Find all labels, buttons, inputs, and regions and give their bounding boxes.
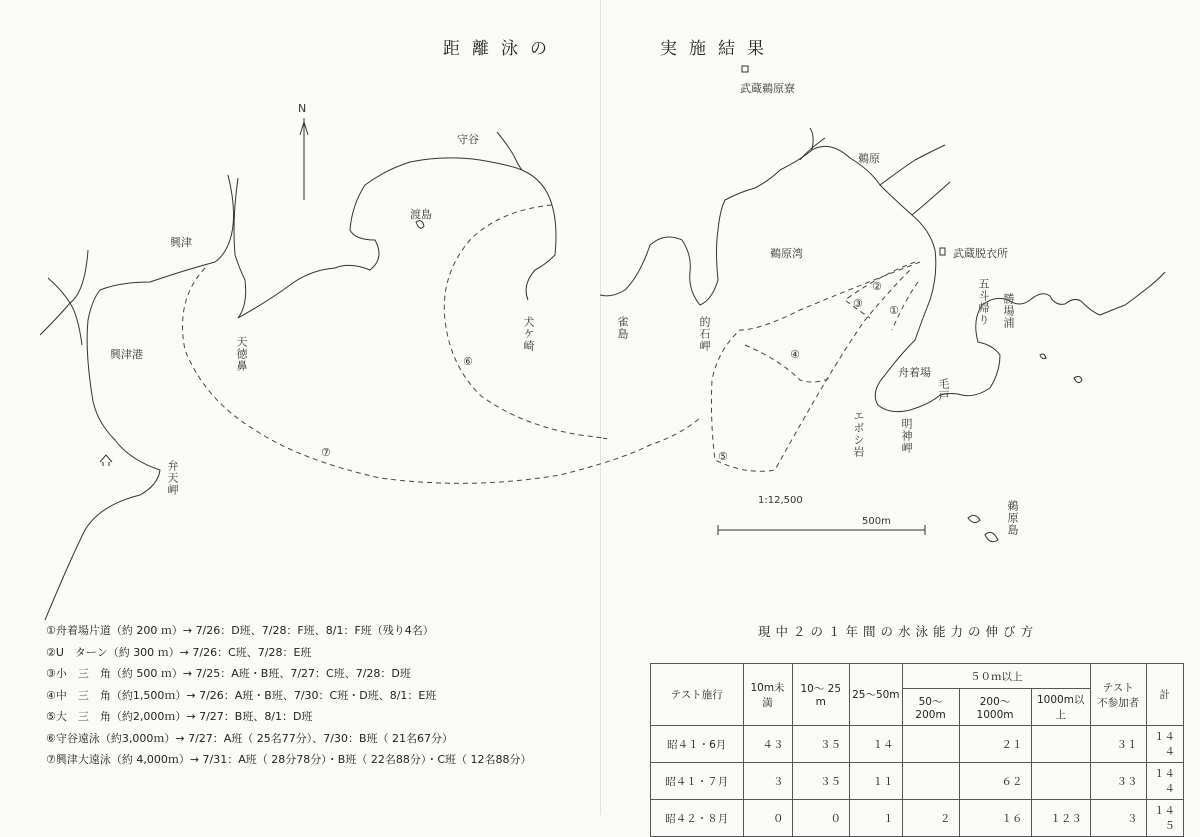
place-myojinmisaki: 明神岬 bbox=[900, 418, 913, 454]
course-legend bbox=[46, 620, 606, 771]
course-marker-6: ⑥ bbox=[463, 355, 473, 368]
table-title: 現中２の１年間の水泳能力の伸び方 bbox=[758, 624, 1039, 639]
coastline-okitsu bbox=[234, 158, 556, 318]
course-marker-1: ① bbox=[889, 304, 899, 317]
header-total: 計 bbox=[1146, 664, 1184, 726]
course-5 bbox=[711, 262, 920, 471]
header-over50: ５０ｍ以上 bbox=[902, 664, 1090, 689]
scale-length: 500m bbox=[862, 516, 891, 527]
course-marker-2: ② bbox=[872, 280, 882, 293]
table-row bbox=[651, 800, 1184, 837]
header-test: テスト施行 bbox=[651, 664, 744, 726]
course-7 bbox=[183, 268, 701, 483]
header-under10: 10m未満 bbox=[743, 664, 792, 726]
scale-ratio: 1:12,500 bbox=[758, 495, 803, 506]
course-marker-4: ④ bbox=[790, 348, 800, 361]
dressing-room-marker-icon bbox=[940, 248, 945, 255]
north-label: N bbox=[298, 102, 307, 115]
header-10-25: 10～ 25 m bbox=[792, 664, 849, 726]
cell: １ bbox=[849, 800, 902, 837]
cell: １６ bbox=[959, 800, 1031, 837]
header-absent-a: テスト bbox=[1102, 681, 1134, 694]
cell: ３３ bbox=[1090, 763, 1146, 800]
place-unoharajima: 鵜原島 bbox=[1006, 500, 1019, 536]
cell: ０ bbox=[743, 800, 792, 837]
place-tentokuhana: 天徳鼻 bbox=[235, 336, 248, 372]
row-label: 昭４１・７月 bbox=[651, 763, 744, 800]
dorm-marker-icon bbox=[742, 66, 748, 72]
table-row bbox=[651, 763, 1184, 800]
legend-row-7: ⑦興津大遠泳（約 4,000ｍ）→ 7/31：A班（ 28分78分）・B班（ 22名88分）・C班（ 12名88分） bbox=[46, 753, 532, 766]
header-absent-b: 不参加者 bbox=[1097, 696, 1140, 709]
cell: １１ bbox=[849, 763, 902, 800]
cell bbox=[1031, 763, 1090, 800]
legend-row-1: ①舟着場片道（約 200 ｍ）→ 7/26：D班、7/28：F班、8/1：F班（残り4名） bbox=[46, 624, 434, 637]
place-funatsukiba: 舟着場 bbox=[898, 366, 931, 379]
cell: １２３ bbox=[1031, 800, 1090, 837]
header-absent bbox=[1090, 664, 1146, 726]
place-unohara-bay: 鵜原湾 bbox=[770, 247, 803, 260]
cell: １４ bbox=[849, 726, 902, 763]
place-dressing-room: 武蔵脱衣所 bbox=[953, 247, 1008, 260]
cell: ３１ bbox=[1090, 726, 1146, 763]
place-unohara: 鵜原 bbox=[858, 152, 880, 165]
cell: ６２ bbox=[959, 763, 1031, 800]
place-okitsu: 興津 bbox=[170, 236, 192, 249]
cell bbox=[1031, 726, 1090, 763]
place-matoishimisaki: 的石岬 bbox=[698, 316, 711, 352]
islet-small bbox=[1040, 354, 1082, 383]
cell bbox=[902, 726, 959, 763]
cell: ２ bbox=[902, 800, 959, 837]
header-200-1000: 200～1000m bbox=[959, 689, 1031, 726]
coastline-east bbox=[600, 146, 1165, 411]
unoharajima-islet bbox=[968, 515, 998, 541]
cell: ０ bbox=[792, 800, 849, 837]
place-musashi-dorm: 武蔵鵜原寮 bbox=[740, 82, 795, 95]
cell: １４５ bbox=[1146, 800, 1184, 837]
coastline-west bbox=[45, 175, 234, 620]
course-4 bbox=[745, 345, 830, 382]
table-row bbox=[651, 726, 1184, 763]
cell: １４４ bbox=[1146, 763, 1184, 800]
cell: ２１ bbox=[959, 726, 1031, 763]
shrine-icon bbox=[100, 455, 112, 466]
place-bentenmisaki: 弁天岬 bbox=[166, 460, 179, 496]
header-25-50: 25～50m bbox=[849, 664, 902, 726]
course-marker-3: ③ bbox=[853, 297, 863, 310]
place-okitsu-port: 興津港 bbox=[110, 348, 143, 361]
header-over1000: 1000m以上 bbox=[1031, 689, 1090, 726]
legend-row-2: ②U ターン（約 300 ｍ）→ 7/26：C班、7/28：E班 bbox=[46, 645, 312, 659]
cell bbox=[902, 763, 959, 800]
cell: ３ bbox=[1090, 800, 1146, 837]
cell: ３ bbox=[743, 763, 792, 800]
header-50-200: 50～200m bbox=[902, 689, 959, 726]
legend-row-6: ⑥守谷遠泳（約3,000ｍ）→ 7/27：A班（ 25名77分）、7/30：B班（ 21名67分） bbox=[46, 731, 454, 745]
cell: ３５ bbox=[792, 763, 849, 800]
place-eboshiiwa: エボシ岩 bbox=[852, 410, 865, 458]
river-unohara bbox=[800, 128, 950, 215]
legend-row-3: ③小 三 角（約 500 ｍ）→ 7/25：A班・B班、7/27：C班、7/28：D班 bbox=[46, 667, 411, 680]
legend-row-4: ④中 三 角（約1,500ｍ）→ 7/26：A班・B班、7/30：C班・D班、8/1：E班 bbox=[46, 688, 437, 702]
course-marker-5: ⑤ bbox=[718, 450, 728, 463]
results-table bbox=[650, 663, 1184, 837]
title-left: 距離泳の bbox=[443, 39, 559, 59]
cell: １４４ bbox=[1146, 726, 1184, 763]
place-moriya: 守谷 bbox=[457, 133, 479, 146]
place-gotomagari: 五斗帰り bbox=[977, 278, 990, 326]
place-katsubaura: 勝場浦 bbox=[1002, 293, 1015, 329]
legend-row-5: ⑤大 三 角（約2,000ｍ）→ 7/27：B班、8/1：D班 bbox=[46, 710, 313, 723]
place-suzumejima: 雀島 bbox=[616, 316, 629, 340]
row-label: 昭４２・８月 bbox=[651, 800, 744, 837]
river-left bbox=[40, 250, 88, 345]
row-label: 昭４１・6月 bbox=[651, 726, 744, 763]
cell: ３５ bbox=[792, 726, 849, 763]
course-marker-7: ⑦ bbox=[321, 446, 331, 459]
cell: ４３ bbox=[743, 726, 792, 763]
place-keto: 毛戸 bbox=[937, 378, 950, 402]
title-right: 実施結果 bbox=[660, 39, 776, 59]
place-inugasaki: 犬ケ崎 bbox=[522, 316, 535, 352]
place-watarijima: 渡島 bbox=[410, 208, 432, 221]
